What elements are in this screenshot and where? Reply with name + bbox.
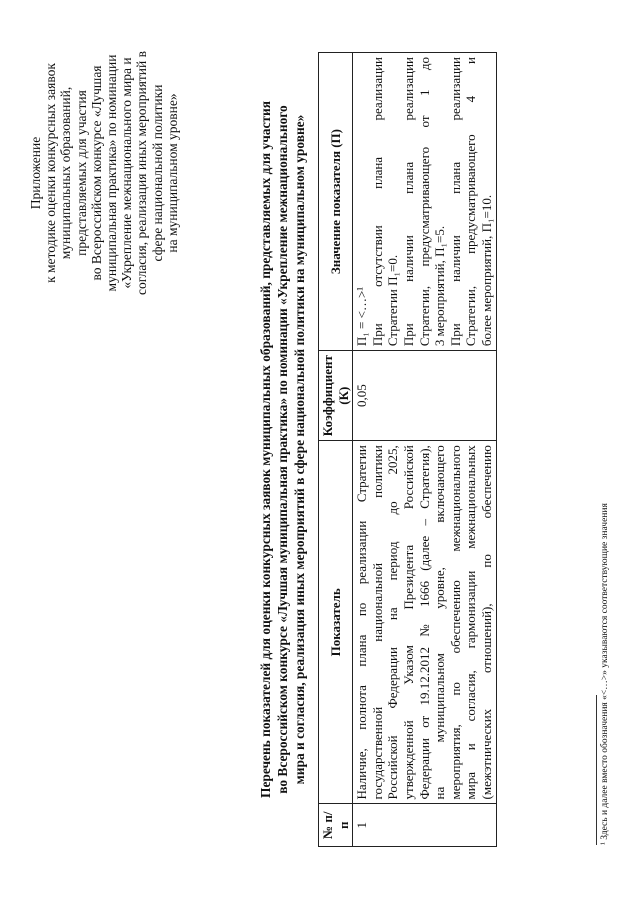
indicator-line: мира и согласия, гармонизации межнациональных [463, 445, 479, 800]
header-coefficient: Коэффициент (К) [319, 351, 353, 441]
value-line: Стратегии П₁=0. [385, 254, 401, 347]
indicator-line: государственной национальной политики [369, 445, 385, 800]
indicators-table [318, 52, 497, 847]
indicator-line: утвержденной Указом Президента Российской [400, 445, 416, 800]
appendix-line: «Укрепление межнационального мира и [119, 57, 135, 289]
footnote: ¹ Здесь и далее вместо обозначения «<…>» указываются соответствующие значения [600, 503, 610, 845]
value-line: При наличии плана реализации [447, 57, 463, 347]
indicator-line: Федерации от 19.12.2012 № 1666 (далее – Стратегия), [416, 445, 432, 800]
value-line: Стратегии, предусматривающего от 1 до [416, 57, 432, 347]
row-coefficient: 0,05 [353, 351, 496, 441]
value-line: 3 мероприятий, П₁=5. [432, 225, 448, 347]
indicator-line: Наличие, полнота плана по реализации Стратегии [354, 445, 370, 800]
footnote-separator [596, 695, 597, 845]
heading-line: во Всероссийском конкурсе «Лучшая муниципальная практика» по номинации «Укрепление межнационального [275, 105, 290, 794]
appendix-line: во Всероссийском конкурсе «Лучшая [88, 65, 104, 281]
appendix-note [28, 28, 180, 318]
appendix-line: Приложение [28, 136, 43, 210]
row-value [353, 53, 496, 351]
value-line: Стратегии, предусматривающего 4 и [463, 57, 479, 347]
row-indicator [353, 441, 496, 804]
appendix-line: к методике оценки конкурсных заявок [43, 63, 59, 283]
header-value: Значение показателя (П) [319, 53, 353, 351]
document-heading [257, 24, 308, 875]
indicator-line: на муниципальном уровне, включающего [432, 445, 448, 800]
value-line: При наличии плана реализации [400, 57, 416, 347]
indicator-line: (межэтнических отношений), по обеспечению [478, 445, 494, 800]
appendix-line: на муниципальном уровне» [164, 93, 180, 253]
appendix-line: муниципальных образований, [58, 86, 74, 260]
value-line: При отсутствии плана реализации [369, 57, 385, 347]
value-line: П₁ = <…>¹ [354, 286, 370, 347]
appendix-line: представляемых для участия [73, 90, 89, 256]
appendix-line: согласия, реализация иных мероприятий в [134, 50, 150, 296]
indicator-line: мероприятия, по обеспечению межнационального [447, 445, 463, 800]
value-line: более мероприятий, П₁=10. [478, 194, 494, 347]
header-indicator: Показатель [319, 441, 353, 804]
appendix-line: сфере национальной политики [149, 84, 165, 262]
heading-line: мира и согласия, реализация иных мероприятий в сфере национальной политики на муниципальном уровне» [292, 114, 307, 785]
table-header-row [319, 53, 353, 847]
row-number: 1 [353, 804, 496, 847]
table-row [353, 53, 496, 847]
header-number: № п/п [319, 804, 353, 847]
heading-line: Перечень показателей для оценки конкурсных заявок муниципальных образований, представляемых для участия [258, 101, 273, 798]
appendix-line: муниципальная практика» по номинации [104, 54, 120, 292]
indicator-line: Российской Федерации на период до 2025, [385, 445, 401, 800]
